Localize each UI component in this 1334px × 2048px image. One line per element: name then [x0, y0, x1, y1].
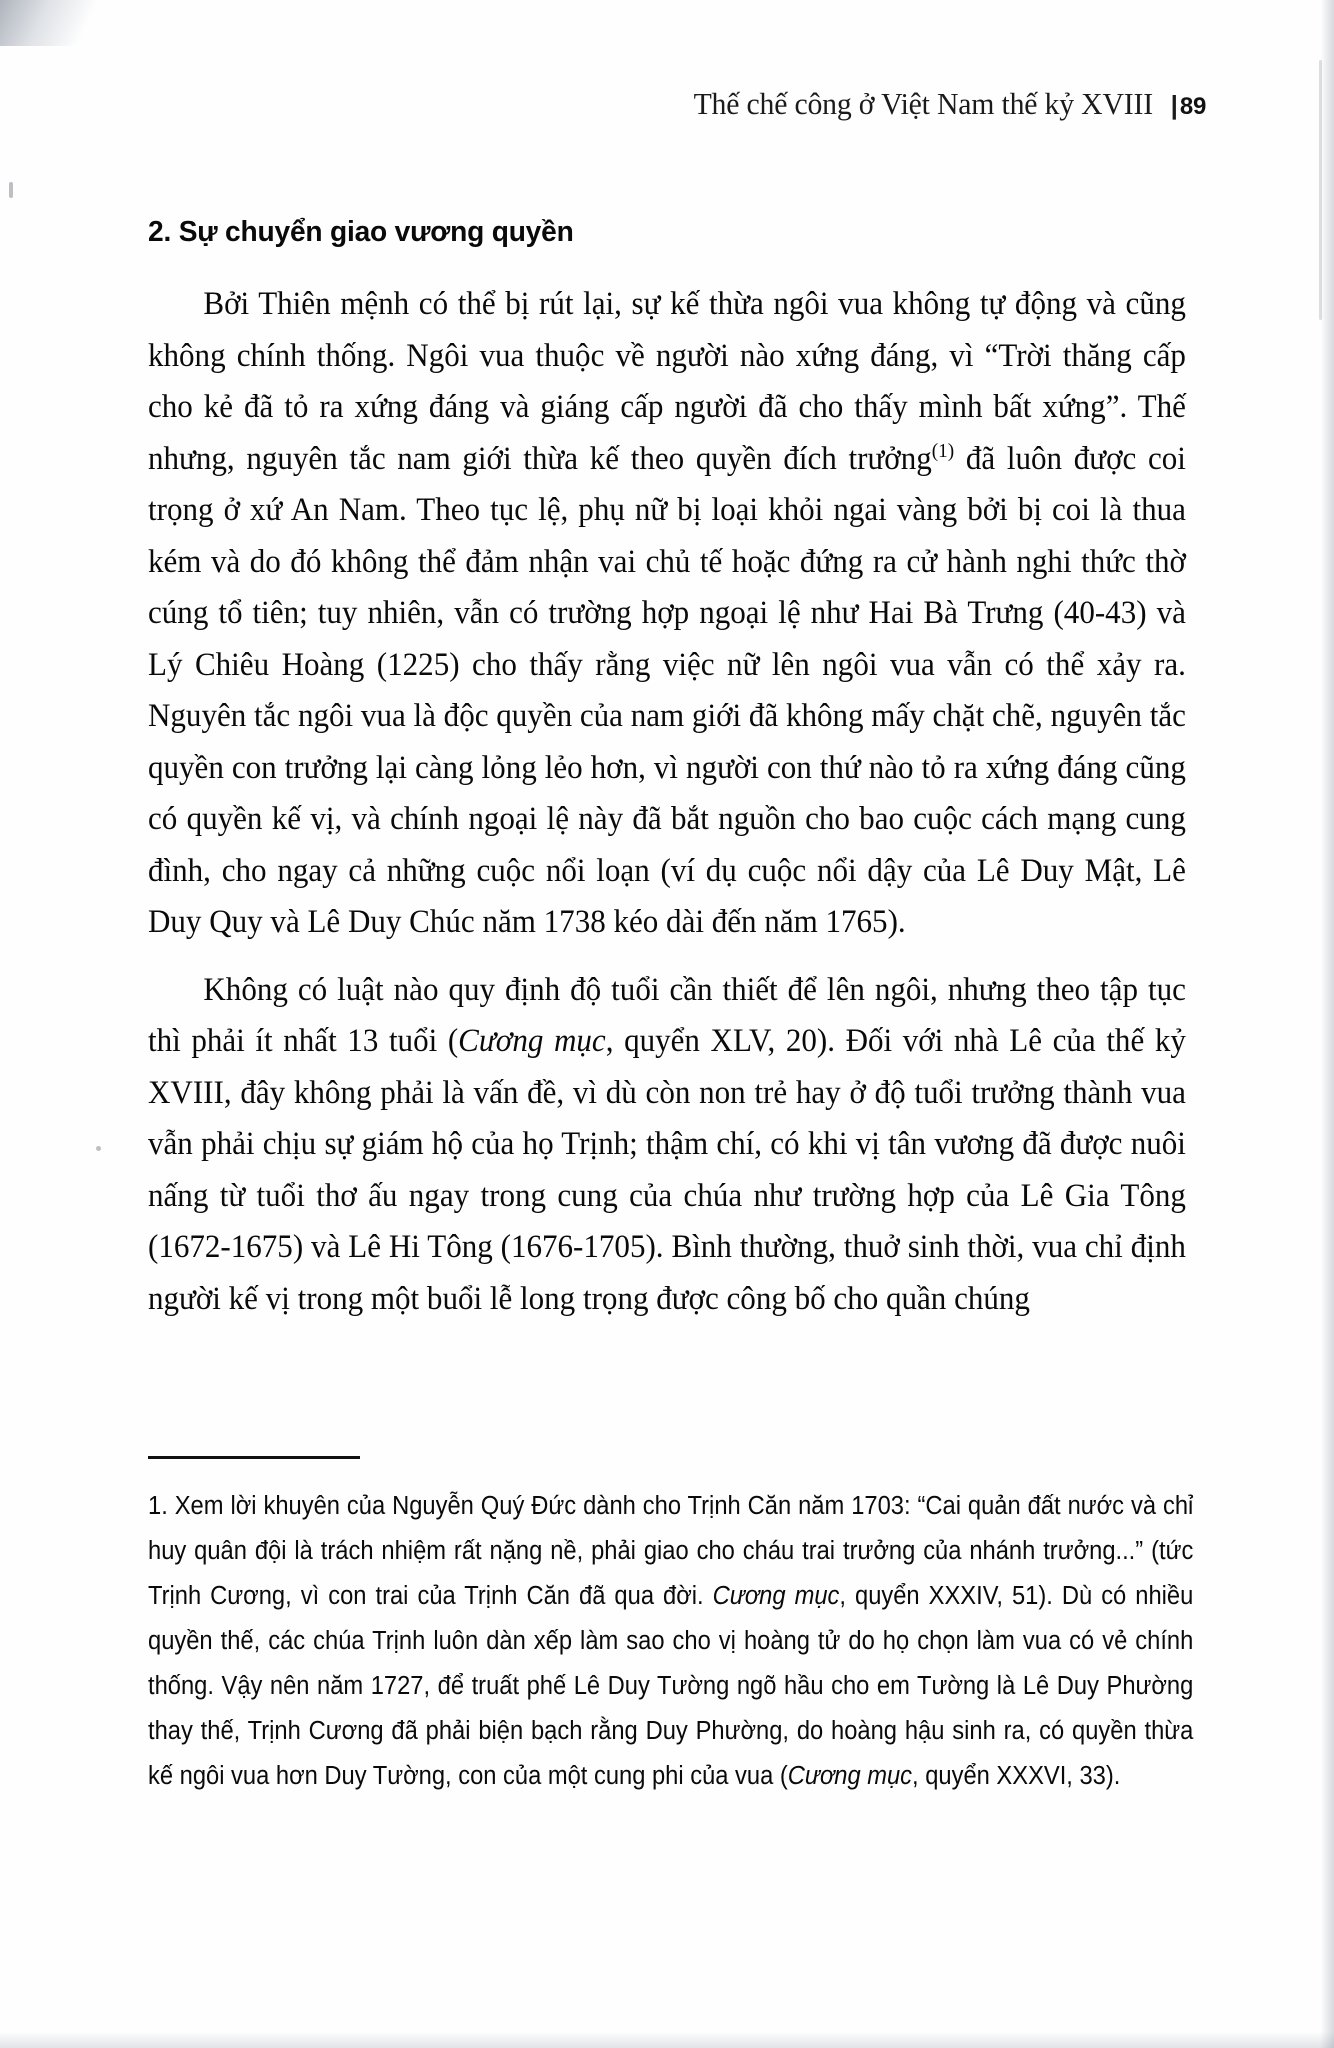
footnote-reference-1[interactable]: (1): [931, 439, 955, 462]
paragraph-2-citation-title: Cương mục: [458, 1023, 606, 1059]
running-header-title: Thế chế công ở Việt Nam thế kỷ XVIII: [693, 86, 1154, 121]
section-heading: 2. Sự chuyển giao vương quyền: [148, 216, 574, 248]
scan-artifact-bottom-edge: [0, 2030, 1334, 2048]
running-header-separator: |: [1170, 90, 1178, 120]
scan-speck: [96, 1146, 101, 1151]
scan-artifact-right-edge: [1318, 0, 1334, 2048]
paragraph-2-text-part-a: Không có luật nào quy định độ tuổi cần thiết để lên ngôi, nhưng theo tập tục thì phải ít nhất 13 tuổi (: [148, 971, 1186, 1059]
paragraph-2-text-part-b: , quyển XLV, 20). Đối với nhà Lê của thế kỷ XVIII, đây không phải là vấn đề, vì dù còn non trẻ hay ở độ tuổi trưởng thành vua vẫn phải chịu sự giám hộ của họ Trịnh; thậm chí, có khi vị tân vương đã được nuôi nấng từ tuổi thơ ấu ngay trong cung của chúa như trường hợp của Lê Gia Tông (1672-1675) và Lê Hi Tông (1676-1705). Bình thường, thuở sinh thời, vua chỉ định người kế vị trong một buổi lễ long trọng được công bố cho quần chúng: [148, 1023, 1186, 1317]
footnote-1: [148, 1484, 1193, 1799]
scan-speck: [9, 182, 13, 198]
paragraph-1-text-before-footnote-ref: Bởi Thiên mệnh có thể bị rút lại, sự kế thừa ngôi vua không tự động và cũng không chính thống. Ngôi vua thuộc về người nào xứng đáng, vì “Trời thăng cấp cho kẻ đã tỏ ra xứng đáng và giáng cấp người đã cho thấy mình bất xứng”. Thế nhưng, nguyên tắc nam giới thừa kế theo quyền đích trưởng: [148, 286, 1186, 477]
page-number: 89: [1179, 93, 1206, 120]
footnote-text-part-c: , quyển XXXVI, 33).: [912, 1762, 1121, 1790]
body-paragraph-2: [148, 965, 1186, 1326]
footnote-text-part-a: 1. Xem lời khuyên của Nguyễn Quý Đức dành cho Trịnh Căn năm 1703: “Cai quản đất nước và chỉ huy quân đội là trách nhiệm rất nặng nề, phải giao cho cháu trai trưởng của nhánh trưởng...” (tức Trịnh Cương, vì con trai của Trịnh Căn đã qua đời.: [148, 1492, 1194, 1610]
footnote-citation-title-1: Cương mục: [712, 1582, 840, 1610]
paragraph-1-text-after-footnote-ref: đã luôn được coi trọng ở xứ An Nam. Theo tục lệ, phụ nữ bị loại khỏi ngai vàng bởi bị coi là thua kém và do đó không thể đảm nhận vai chủ tế hoặc đứng ra cử hành nghi thức thờ cúng tổ tiên; tuy nhiên, vẫn có trường hợp ngoại lệ như Hai Bà Trưng (40-43) và Lý Chiêu Hoàng (1225) cho thấy rằng việc nữ lên ngôi vua vẫn có thể xảy ra. Nguyên tắc ngôi vua là độc quyền của nam giới đã không mấy chặt chẽ, nguyên tắc quyền con trưởng lại càng lỏng lẻo hơn, vì người con thứ nào tỏ ra xứng đáng cũng có quyền kế vị, và chính ngoại lệ này đã bắt nguồn cho bao cuộc cách mạng cung đình, cho ngay cả những cuộc nổi loạn (ví dụ cuộc nổi dậy của Lê Duy Mật, Lê Duy Quy và Lê Duy Chúc năm 1738 kéo dài đến năm 1765).: [148, 440, 1186, 940]
footnote-citation-title-2: Cương mục: [787, 1762, 913, 1790]
running-header: [684, 86, 1206, 122]
body-paragraph-1: [148, 279, 1186, 949]
footnote-text-part-b: , quyển XXXIV, 51). Dù có nhiều quyền thế, các chúa Trịnh luôn dàn xếp làm sao cho vị hoàng tử do họ chọn làm vua có vẻ chính thống. Vậy nên năm 1727, để truất phế Lê Duy Tường ngõ hầu cho em Tường là Lê Duy Phường thay thế, Trịnh Cương đã phải biện bạch rằng Duy Phường, do hoàng hậu sinh ra, có quyền thừa kế ngôi vua hơn Duy Tường, con của một cung phi của vua (: [148, 1582, 1194, 1790]
footnote-separator-rule: [148, 1456, 360, 1459]
page-content: [148, 216, 1188, 1329]
scan-speck: [1319, 60, 1322, 320]
scan-artifact-top-left: [0, 0, 120, 46]
